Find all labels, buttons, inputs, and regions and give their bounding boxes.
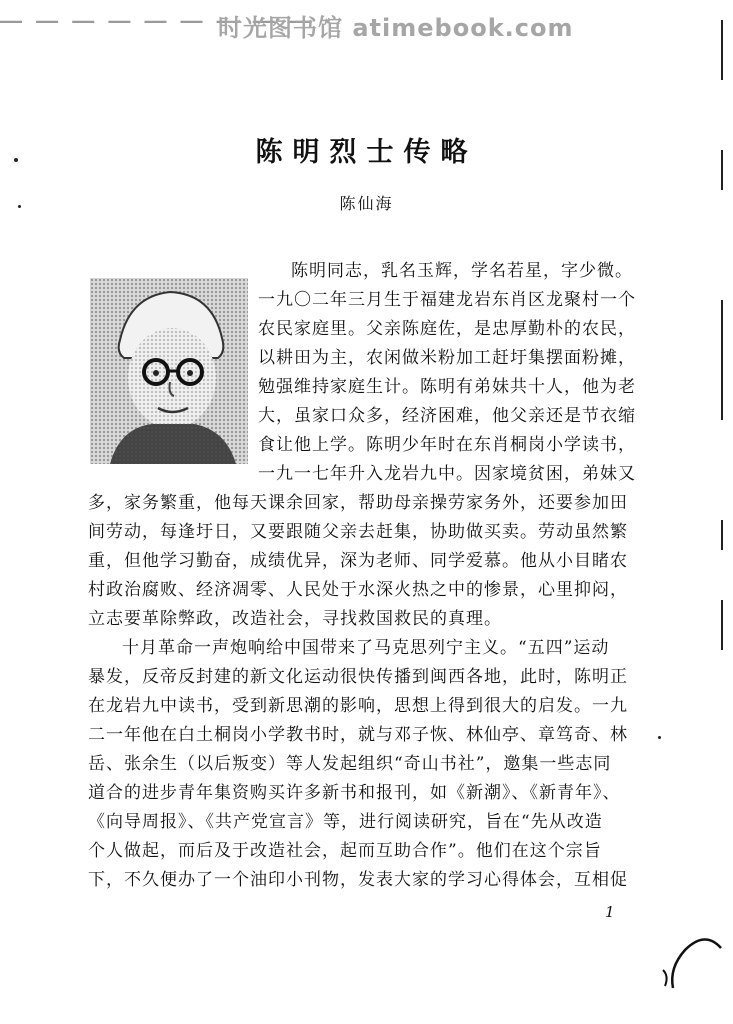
text-line: 个人做起，而后及于改造社会，起而互助合作”。他们在这个宗旨: [88, 841, 602, 861]
page-number: 1: [605, 903, 615, 921]
text-line: 以耕田为主，农闲做米粉加工赶圩集摆面粉摊，: [258, 348, 636, 368]
text-line: 多，家务繁重，他每天课余回家，帮助母亲操劳家务外，还要参加田: [88, 493, 628, 513]
text-line: 道合的进步青年集资购买许多新书和报刊，如《新潮》、《新青年》、: [88, 783, 621, 803]
paragraph-1: [88, 257, 668, 634]
text-line: 暴发，反帝反封建的新文化运动很快传播到闽西各地，此时，陈明正: [88, 667, 628, 687]
text-line: 陈明同志，乳名玉辉，学名若星，字少微。: [291, 261, 633, 281]
text-line: 勉强维持家庭生计。陈明有弟妹共十人，他为老: [258, 377, 636, 397]
paragraph-2: [88, 634, 668, 895]
text-line: 间劳动，每逢圩日，又要跟随父亲去赶集，协助做买卖。劳动虽然繁: [88, 522, 628, 542]
scan-squiggle-mark: [655, 930, 725, 990]
text-line: 在龙岩九中读书，受到新思潮的影响，思想上得到很大的启发。一九: [88, 696, 628, 716]
text-line: 《向导周报》、《共产党宣言》等，进行阅读研究，旨在“先从改造: [88, 812, 603, 832]
text-line: 一九一七年升入龙岩九中。因家境贫困，弟妹又: [258, 464, 636, 484]
article-author: 陈仙海: [339, 194, 394, 213]
text-line: 下，不久便办了一个油印小刊物，发表大家的学习心得体会，互相促: [88, 870, 628, 890]
text-line: 十月革命一声炮响给中国带来了马克思列宁主义。“五四”运动: [122, 638, 610, 658]
text-line: 二一年他在白土桐岗小学教书时，就与邓子恢、林仙亭、章笃奇、林: [88, 725, 628, 745]
text-line: 大，虽家口众多，经济困难，他父亲还是节衣缩: [258, 406, 636, 426]
text-line: 岳、张余生（以后叛变）等人发起组织“奇山书社”，邀集一些志同: [88, 754, 612, 774]
text-line: 村政治腐败、经济凋零、人民处于水深火热之中的惨景，心里抑闷，: [88, 580, 628, 600]
header-dashes: — — — — — — — — —: [0, 8, 315, 33]
text-line: 立志要革除弊政，改造社会，寻找救国救民的真理。: [88, 609, 502, 629]
text-line: 一九〇二年三月生于福建龙岩东肖区龙聚村一个: [258, 290, 636, 310]
article-title: 陈明烈士传略: [255, 137, 478, 168]
watermark: 时光图书馆 atimebook.com: [218, 14, 574, 42]
text-line: 食让他上学。陈明少年时在东肖桐岗小学读书，: [258, 435, 636, 455]
scan-edge-marks: [713, 0, 727, 700]
text-line: 农民家庭里。父亲陈庭佐，是忠厚勤朴的农民，: [258, 319, 636, 339]
text-line: 重，但他学习勤奋，成绩优异，深为老师、同学爱慕。他从小目睹农: [88, 551, 628, 571]
